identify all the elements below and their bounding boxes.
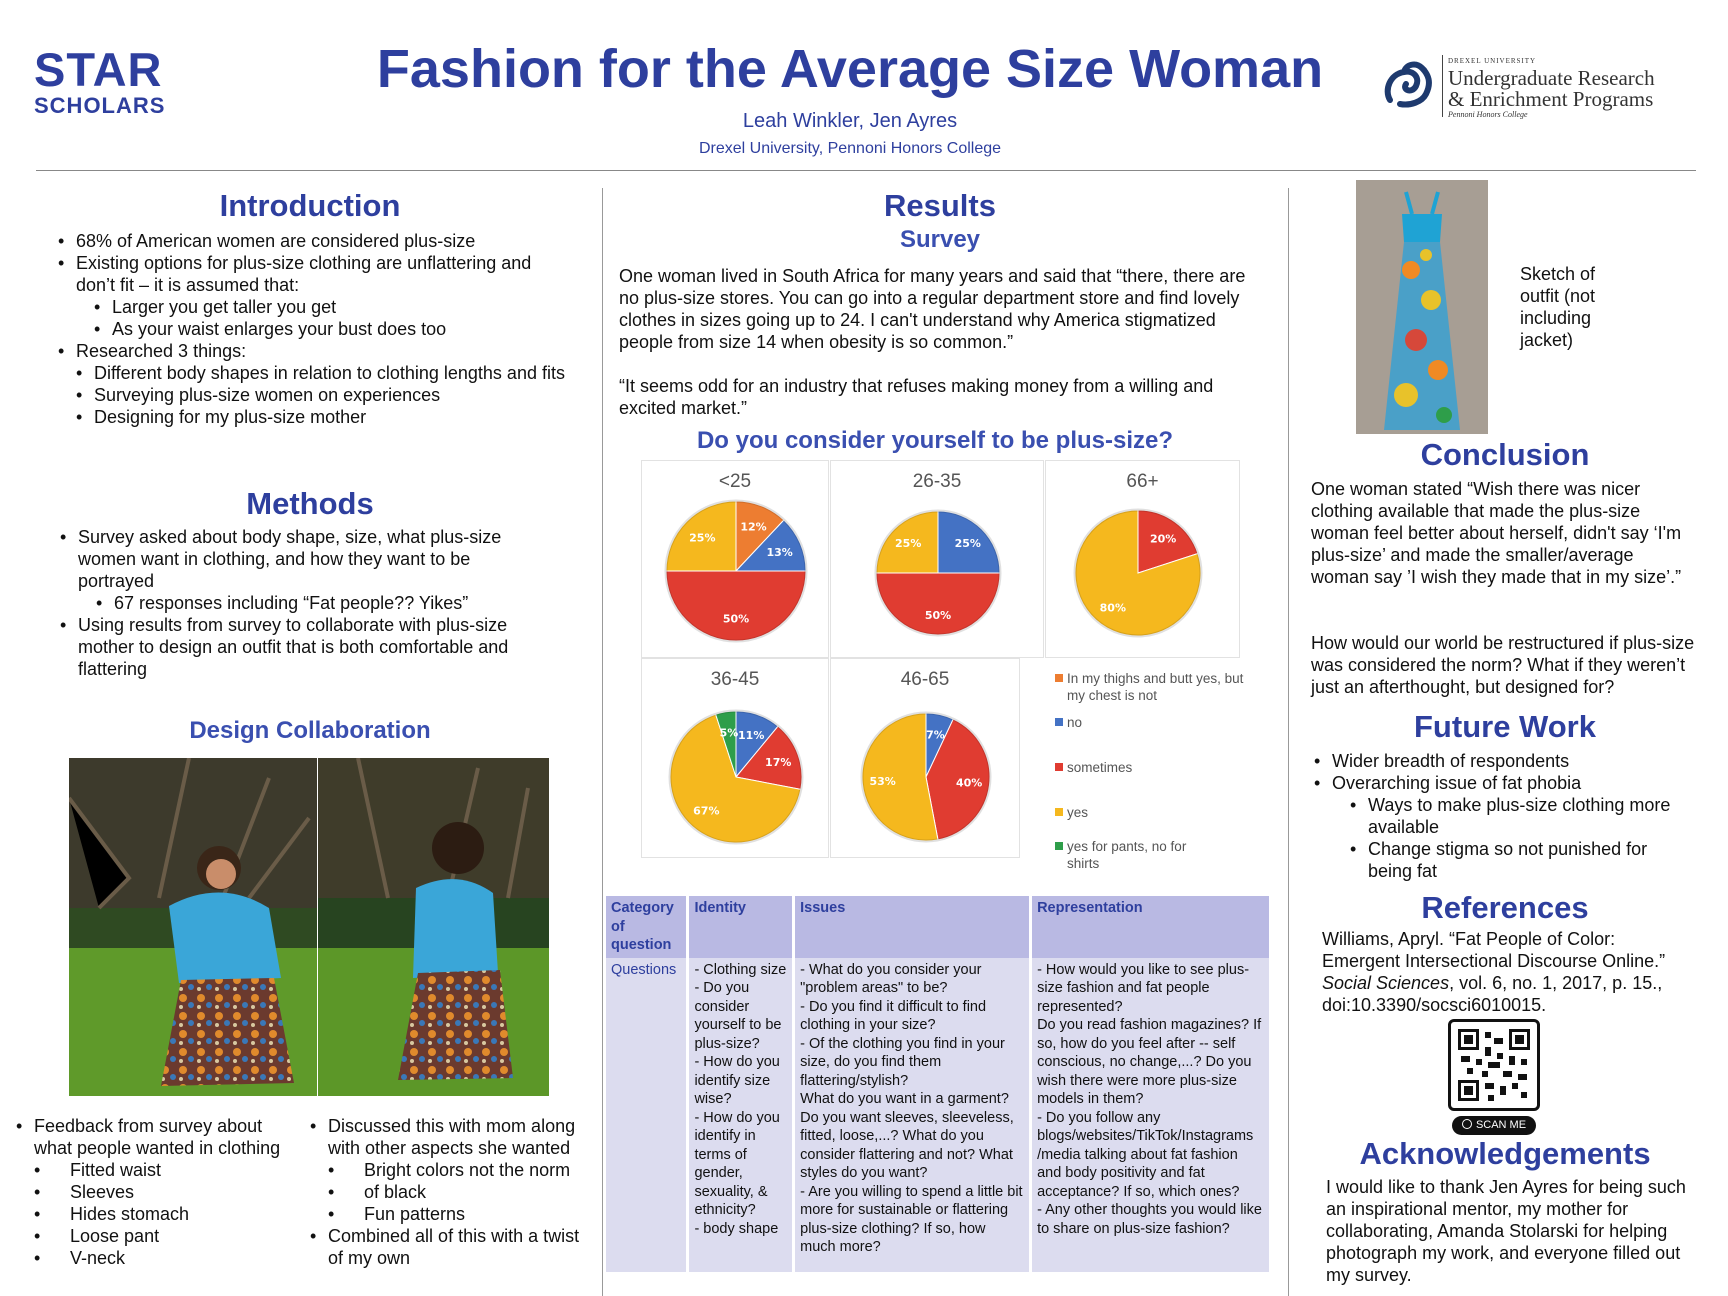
- pie-data-label: 13%: [766, 546, 793, 560]
- conclusion-heading: Conclusion: [1420, 437, 1590, 472]
- pie-panel-26-35: [830, 460, 1044, 658]
- acknowledgements-heading: Acknowledgements: [1359, 1136, 1651, 1171]
- qr-code-icon: [1458, 1029, 1530, 1101]
- future-bullet-2a: • Ways to make plus-size clothing more available: [1310, 794, 1690, 838]
- outfit-sketch: [1356, 180, 1488, 434]
- introduction-list: [54, 230, 574, 428]
- scan-me-label: SCAN ME: [1475, 1119, 1527, 1131]
- pie-data-label: 67%: [693, 804, 720, 818]
- reference-citation: [1322, 928, 1687, 1016]
- reference-text-b: , vol. 6, no. 1, 2017, p. 15., doi:10.3390/socsci6010015.: [1322, 973, 1663, 1015]
- intro-bullet-3b: • Surveying plus-size women on experiences: [54, 384, 574, 406]
- star-scholars-logo: [34, 43, 174, 126]
- sketch-caption: Sketch of outfit (not including jacket): [1520, 264, 1596, 350]
- legend-item-yes: [1055, 804, 1088, 821]
- legend-label: no: [1067, 715, 1083, 730]
- pie-data-label: 17%: [765, 755, 792, 769]
- pie-title: <25: [718, 471, 752, 492]
- pie-data-label: 80%: [1099, 601, 1126, 615]
- legend-item-pants: [1055, 838, 1215, 872]
- table-cell-identity: - Clothing size - Do you consider yourself to be plus-size? - How do you identify size wise? - How do you identify in terms of gender, sexuality, & ethnicity? - body shape: [688, 958, 794, 1273]
- pie-panel-under-25: [641, 460, 829, 658]
- pie-panel-46-65: [830, 658, 1020, 858]
- future-bullet-2: • Overarching issue of fat phobia: [1310, 772, 1690, 794]
- results-heading: Results: [884, 188, 996, 223]
- pie-data-label: 50%: [924, 609, 952, 623]
- pie-chart-under-25: [642, 461, 830, 659]
- pie-data-label: 5%: [719, 726, 739, 740]
- results-quote-2: “It seems odd for an industry that refuses making money from a willing and excited market.”: [619, 376, 1214, 418]
- column-divider-right: [1288, 188, 1289, 1296]
- table-row-label: Questions: [606, 958, 688, 1273]
- legend-swatch: [1055, 808, 1063, 816]
- drexel-sub: Pennoni Honors College: [1448, 110, 1528, 119]
- table-header-cell: Identity: [688, 896, 794, 958]
- references-heading: References: [1421, 890, 1589, 925]
- survey-subheading: Survey: [899, 226, 981, 253]
- pie-data-label: 25%: [895, 537, 922, 551]
- intro-bullet-3c: • Designing for my plus-size mother: [54, 406, 574, 428]
- pie-data-label: 40%: [956, 776, 983, 790]
- intro-bullet-2: • Existing options for plus-size clothing are unflattering and don’t fit – it is assumed that:: [54, 252, 574, 296]
- methods-bullet-2: • Using results from survey to collaborate with plus-size mother to design an outfit that is both comfortable and flattering: [56, 614, 546, 680]
- pie-chart-36-45: [642, 659, 830, 859]
- qr-code[interactable]: [1448, 1019, 1540, 1135]
- legend-swatch: [1055, 718, 1063, 726]
- methods-list: [56, 526, 546, 680]
- drexel-small-label: DREXEL UNIVERSITY: [1448, 57, 1537, 65]
- design-left-item: • Loose pant: [12, 1225, 302, 1247]
- poster-authors: Leah Winkler, Jen Ayres: [742, 110, 958, 132]
- conclusion-para-2: How would our world be restructured if plus-size was considered the norm? What if they weren’t just an afterthought, but designed for?: [1311, 633, 1695, 697]
- pie-title: 26-35: [912, 471, 962, 492]
- pie-data-label: 11%: [738, 728, 765, 742]
- legend-swatch: [1055, 763, 1063, 771]
- header-divider: [36, 170, 1696, 171]
- survey-question-table: [606, 896, 1272, 1272]
- methods-bullet-1a: • 67 responses including “Fat people?? Yikes”: [56, 592, 546, 614]
- design-right-bullet-2: • Combined all of this with a twist of my own: [306, 1225, 596, 1269]
- future-work-heading: Future Work: [1414, 709, 1596, 744]
- design-photo-back: [318, 758, 549, 1096]
- pie-chart-26-35: [831, 461, 1045, 659]
- methods-bullet-1: • Survey asked about body shape, size, what plus-size women want in clothing, and how they want to be portrayed: [56, 526, 546, 592]
- future-bullet-1: • Wider breadth of respondents: [1310, 750, 1690, 772]
- legend-item-thighs: [1055, 670, 1245, 704]
- design-right-bullet-1: • Discussed this with mom along with other aspects she wanted: [306, 1115, 596, 1159]
- results-quote-1: One woman lived in South Africa for many years and said that “there, there are no plus-size stores. You can go into a regular department store and find lovely clothes in sizes going up to 24. I can't understand why America stigmatized people from size 14 when obesity is so common.”: [619, 266, 1246, 352]
- legend-label: yes for pants, no for shirts: [1067, 839, 1187, 871]
- drexel-logo: [1380, 55, 1700, 125]
- future-bullet-2b: • Change stigma so not punished for being fat: [1310, 838, 1690, 882]
- design-left-item: • V-neck: [12, 1247, 302, 1269]
- pie-data-label: 7%: [926, 728, 945, 742]
- design-left-bullet: • Feedback from survey about what people wanted in clothing: [12, 1115, 302, 1159]
- table-header-cell: Issues: [794, 896, 1031, 958]
- design-photo-front: [69, 758, 317, 1096]
- pie-panel-36-45: [641, 658, 829, 858]
- acknowledgements-text: I would like to thank Jen Ayres for being such an inspirational mentor, my mother for collaborating, Amanda Stolarski for helping photograph my work, and everyone filled out my survey.: [1326, 1177, 1686, 1285]
- legend-label: yes: [1067, 805, 1089, 820]
- table-header-cell: Representation: [1031, 896, 1271, 958]
- reference-text-a: Williams, Apryl. “Fat People of Color: Emergent Intersectional Discourse Online.”: [1322, 929, 1666, 971]
- intro-bullet-1: • 68% of American women are considered plus-size: [54, 230, 574, 252]
- pie-data-label: 25%: [689, 531, 716, 545]
- legend-item-sometimes: [1055, 759, 1132, 776]
- drexel-line2: & Enrichment Programs: [1448, 87, 1654, 111]
- legend-swatch: [1055, 842, 1063, 850]
- design-left-list: [12, 1115, 302, 1269]
- pie-data-label: 50%: [722, 612, 750, 626]
- design-left-item: • Fitted waist: [12, 1159, 302, 1181]
- logo-top-text: STAR: [34, 43, 163, 96]
- intro-bullet-3a: • Different body shapes in relation to clothing lengths and fits: [54, 362, 574, 384]
- column-divider-left: [602, 188, 603, 1296]
- chart-legend: [1055, 668, 1255, 871]
- table-header-cell: Category of question: [606, 896, 688, 958]
- pie-slice-sometimes: [876, 573, 1000, 635]
- dragon-icon: [1380, 60, 1438, 112]
- conclusion-para-1: One woman stated “Wish there was nicer clothing available that made the plus-size woman feel better about herself, didn't say ‘I'm plus-size’ and made the smaller/average woman say ’I wish they made that in my size’.”: [1311, 479, 1682, 587]
- design-right-item: • Bright colors not the norm: [306, 1159, 596, 1181]
- future-work-list: [1310, 750, 1690, 882]
- scan-me-badge[interactable]: [1452, 1116, 1536, 1135]
- pie-chart-66-plus: [1046, 461, 1241, 659]
- intro-bullet-2a: • Larger you get taller you get: [54, 296, 574, 318]
- design-left-item: • Hides stomach: [12, 1203, 302, 1225]
- design-right-list: [306, 1115, 596, 1269]
- intro-bullet-3: • Researched 3 things:: [54, 340, 574, 362]
- poster-affiliation: Drexel University, Pennoni Honors College: [698, 140, 1002, 157]
- legend-label: In my thighs and butt yes, but my chest is not: [1067, 671, 1244, 703]
- introduction-heading: Introduction: [219, 188, 401, 223]
- pie-title: 36-45: [710, 669, 760, 690]
- logo-bottom-text: SCHOLARS: [34, 93, 166, 118]
- pie-panel-66-plus: [1045, 460, 1240, 658]
- pie-title: 66+: [1126, 471, 1159, 492]
- design-right-item: • of black: [306, 1181, 596, 1203]
- table-row: [606, 958, 1271, 1273]
- pie-title: 46-65: [900, 669, 950, 690]
- reference-journal: Social Sciences: [1322, 973, 1450, 993]
- design-heading: Design Collaboration: [189, 717, 431, 744]
- legend-item-no: [1055, 714, 1082, 731]
- pie-data-label: 12%: [740, 520, 767, 534]
- pie-chart-46-65: [831, 659, 1021, 859]
- table-cell-representation: - How would you like to see plus-size fashion and fat people represented? Do you read fashion magazines? If so, how do you feel after -- self conscious, no change,...? Do you wish there were more plus-size models in them? - Do you follow any blogs/websites/TikTok/Instagrams /media talking about fat fashion and body positivity and fat acceptance? If so, which ones? - Any other thoughts you would like to share on plus-size fashion?: [1031, 958, 1271, 1273]
- drexel-line1: Undergraduate Research: [1448, 66, 1655, 90]
- design-right-item: • Fun patterns: [306, 1203, 596, 1225]
- table-header-row: [606, 896, 1271, 958]
- chart-heading: Do you consider yourself to be plus-size?: [696, 427, 1174, 454]
- methods-heading: Methods: [246, 486, 374, 521]
- pie-data-label: 25%: [954, 537, 981, 551]
- intro-bullet-2b: • As your waist enlarges your bust does too: [54, 318, 574, 340]
- design-left-item: • Sleeves: [12, 1181, 302, 1203]
- pie-data-label: 53%: [869, 775, 896, 789]
- scan-icon: [1462, 1119, 1472, 1129]
- legend-swatch: [1055, 674, 1063, 682]
- poster-title: Fashion for the Average Size Woman: [376, 39, 1324, 99]
- legend-label: sometimes: [1067, 760, 1133, 775]
- table-cell-issues: - What do you consider your "problem areas" to be? - Do you find it difficult to find clothing in your size? - Of the clothing you find in your size, do you find them flattering/stylish? What do you want in a garment? Do you want sleeves, sleeveless, fitted, loose,...? What do you consider flattering and not? What styles do you want? - Are you willing to spend a little bit more for sustainable or flattering plus-size clothing? If so, how much more?: [794, 958, 1031, 1273]
- pie-slice-sometimes: [666, 571, 806, 641]
- pie-data-label: 20%: [1150, 532, 1177, 546]
